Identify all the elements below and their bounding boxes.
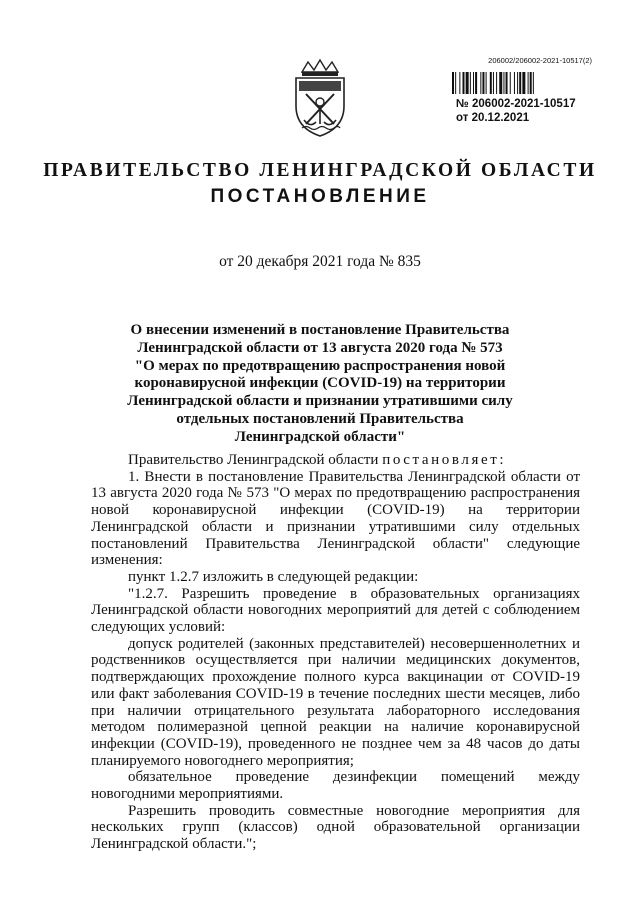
registration-block <box>456 97 576 125</box>
preamble-text: Правительство Ленинградской области <box>128 452 383 468</box>
document-date: от 20 декабря 2021 года № 835 <box>219 253 421 270</box>
body-paragraph: допуск родителей (законных представителей) несовершеннолетних и родственников осуществляется при наличии медицинских документов, подтверждающих прохождение полного курса вакцинации от COVID-19 или факт заболевания COVID-19 в течение последних шести месяцев, либо при наличии отрицательного результата лабораторного исследования методом полимеразной цепной реакции на наличие коронавирусной инфекции (COVID-19), проведенного не позднее чем за 48 часов до даты планируемого новогоднего мероприятия; <box>91 635 580 769</box>
document-body <box>91 452 580 853</box>
document-type: ПОСТАНОВЛЕНИЕ <box>210 186 430 207</box>
body-paragraph: обязательное проведение дезинфекции помещений между новогодними мероприятиями. <box>91 769 580 803</box>
subject-line: Ленинградской области" <box>234 428 406 445</box>
preamble-verb: постановляет: <box>382 452 507 468</box>
subject-line: О внесении изменений в постановление Правительства <box>130 322 510 338</box>
body-paragraph: Разрешить проводить совместные новогодние мероприятия для нескольких групп (классов) одной образовательной организации Ленинградской области."; <box>91 802 580 853</box>
subject-line: коронавирусной инфекции (COVID-19) на территории <box>134 375 506 392</box>
body-paragraph: "1.2.7. Разрешить проведение в образовательных организациях Ленинградской области новогодних мероприятий для детей с соблюдением следующих условий: <box>91 585 580 636</box>
preamble <box>91 452 580 469</box>
subject-line: Ленинградской области и признании утратившими силу <box>127 393 513 410</box>
document-code: 206002/206002-2021-10517(2) <box>488 56 592 65</box>
barcode-icon <box>452 72 592 94</box>
subject-line: Ленинградской области от 13 августа 2020 года № 573 <box>137 339 503 356</box>
registration-number: № 206002-2021-10517 <box>456 98 576 110</box>
document-subject <box>110 322 530 447</box>
subject-line: "О мерах по предотвращению распространения новой <box>134 357 506 374</box>
coat-of-arms-icon <box>288 58 352 138</box>
body-paragraph: 1. Внести в постановление Правительства Ленинградской области от 13 августа 2020 года № 573 "О мерах по предотвращению распространения новой коронавирусной инфекции (COVID-19) на территории Ленинградской области и признании утратившими силу отдельных постановлений Правительства Ленинградской области" следующие изменения: <box>91 468 580 569</box>
body-paragraph: пункт 1.2.7 изложить в следующей редакции: <box>128 568 419 585</box>
subject-line: отдельных постановлений Правительства <box>176 410 464 427</box>
issuing-authority: ПРАВИТЕЛЬСТВО ЛЕНИНГРАДСКОЙ ОБЛАСТИ <box>43 160 597 181</box>
registration-date: от 20.12.2021 <box>456 112 530 124</box>
